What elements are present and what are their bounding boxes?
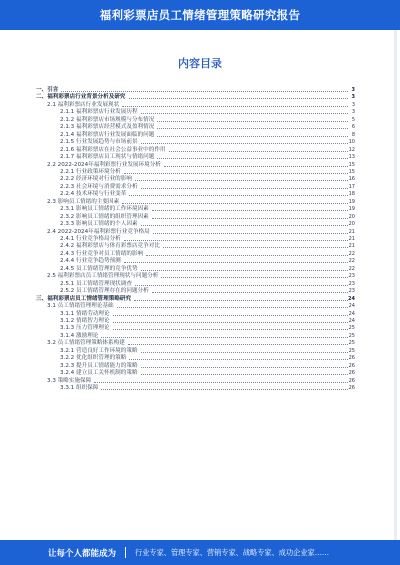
- toc-entry-label: 2.4.2 福利彩票店与体育彩票店竞争对比: [60, 243, 160, 250]
- toc-leader-dots: [169, 151, 348, 152]
- footer-slogan: 让每个人都能成为: [48, 548, 117, 559]
- toc-leader-dots: [101, 389, 348, 390]
- toc-entry-label: 2.1.2 福利彩票店市场规模与分布情况: [60, 116, 155, 123]
- toc-leader-dots: [113, 315, 348, 316]
- footer-tagline: 行业专家、管理专家、营销专家、战略专家、成功企业家……: [135, 547, 330, 557]
- toc-entry-label: 二、福利彩票店行业背景分析及研究: [36, 94, 126, 101]
- toc-entry-page: 21: [348, 228, 355, 235]
- toc-entry-page: 6: [351, 124, 355, 131]
- toc-entry-page: 12: [348, 146, 355, 153]
- toc-entry-label: 3.1.4 激励理论: [60, 332, 99, 339]
- toc-entry-page: 3: [351, 94, 355, 101]
- toc-entry-label: 2.2 2022-2024年福利彩票行业发展环境分析: [47, 161, 161, 168]
- toc-entry-page: 22: [348, 258, 355, 265]
- toc-leader-dots: [163, 247, 348, 248]
- toc-entry-label: 3.1.3 压力管理理论: [60, 325, 110, 332]
- toc-entry-label: 3.2 员工情绪管理策略体系构建: [47, 340, 125, 347]
- toc-entry-label: 2.2.4 技术环境与行业变革: [60, 191, 127, 198]
- toc-leader-dots: [152, 210, 348, 211]
- toc-leader-dots: [141, 113, 348, 114]
- toc-entry-label: 3.2.3 提升员工情绪能力的策略: [60, 362, 138, 369]
- toc-entry-label: 2.1.5 行业发展趋势与市场前景: [60, 139, 138, 146]
- toc-leader-dots: [124, 240, 348, 241]
- toc-leader-dots: [94, 382, 348, 383]
- toc-entry-page: 3: [351, 101, 355, 108]
- toc-leader-dots: [135, 285, 348, 286]
- toc-leader-dots: [117, 307, 348, 308]
- toc-entry-page: 20: [348, 213, 355, 220]
- toc-entry-page: 21: [348, 243, 355, 250]
- toc-leader-dots: [157, 136, 348, 137]
- toc-entry-page: 8: [351, 131, 355, 138]
- toc-leader-dots: [122, 203, 348, 204]
- toc-leader-dots: [146, 255, 348, 256]
- toc-entry-page: 22: [348, 250, 355, 257]
- toc-entry-label: 3.2.1 营造良好工作环境的策略: [60, 347, 138, 354]
- toc-entry-label: 2.2.1 行业政策环境分析: [60, 168, 121, 175]
- toc-leader-dots: [61, 91, 348, 92]
- toc-leader-dots: [164, 166, 348, 167]
- toc-entry-label: 3.1.2 情绪智力理论: [60, 317, 110, 324]
- toc-entry-label: 2.1.4 福利彩票店行业发展面临的问题: [60, 131, 155, 138]
- toc-entry-label: 3.3.1 组织保障: [60, 385, 99, 391]
- toc-leader-dots: [141, 143, 348, 144]
- toc-leader-dots: [129, 359, 348, 360]
- toc-entry-label: 2.4.5 员工情绪管理的竞争优势: [60, 265, 138, 272]
- toc-entry-page: 18: [348, 191, 355, 198]
- toc-entry-page: 26: [348, 370, 355, 377]
- toc-entry-page: 15: [348, 168, 355, 175]
- toc-entry-page: 24: [348, 317, 355, 324]
- toc-entry-page: 22: [348, 265, 355, 272]
- toc-entry-page: 3: [351, 109, 355, 116]
- toc-leader-dots: [157, 158, 348, 159]
- toc-entry-page: 26: [348, 362, 355, 369]
- toc-leader-dots: [129, 98, 348, 99]
- toc-leader-dots: [129, 195, 348, 196]
- toc-leader-dots: [141, 367, 348, 368]
- toc-entry-label: 2.5.1 员工情绪管理现状调查: [60, 280, 132, 287]
- toc-leader-dots: [113, 322, 348, 323]
- toc-entry-label: 2.1 福利彩票店行业发展现状: [47, 101, 120, 108]
- toc-leader-dots: [141, 374, 348, 375]
- toc-entry-label: 2.3.3 影响员工情绪的个人因素: [60, 221, 138, 228]
- toc-leader-dots: [141, 188, 348, 189]
- toc-entry-page: 16: [348, 176, 355, 183]
- toc-entry-label: 2.3.2 影响员工情绪的组织管理因素: [60, 213, 149, 220]
- toc-entry-label: 2.1.1 福利彩票店行业发展历程: [60, 109, 138, 116]
- toc-entry-page: 19: [348, 206, 355, 213]
- toc-entry-page: 3: [351, 87, 355, 93]
- toc-entry-page: 23: [348, 280, 355, 287]
- toc-entry-label: 3.1.1 情绪劳动理论: [60, 310, 110, 317]
- toc-entry-page: 25: [348, 332, 355, 339]
- toc-entry-label: 2.4.3 行业竞争对员工情绪的影响: [60, 250, 144, 257]
- toc-entry-page: 26: [348, 385, 355, 391]
- toc-leader-dots: [157, 121, 348, 122]
- toc-entry-page: 25: [348, 325, 355, 332]
- footer-bar: [0, 540, 400, 565]
- toc-leader-dots: [157, 128, 348, 129]
- toc-title: 内容目录: [178, 57, 222, 70]
- toc-entry-label: 2.2.3 社会环境与消费需求分析: [60, 183, 138, 190]
- toc-entry-page: 15: [348, 161, 355, 168]
- toc-entry-label: 2.3.1 影响员工情绪的工作环境因素: [60, 206, 149, 213]
- toc-entry-label: 2.2.2 经济环境对行业的影响: [60, 176, 132, 183]
- toc-entry-page: 20: [348, 221, 355, 228]
- toc-entry-page: 21: [348, 236, 355, 242]
- toc-entry-page: 17: [348, 183, 355, 190]
- report-header-bar: [0, 0, 400, 30]
- toc-entry-label: 2.4.1 行业竞争格局分析: [60, 236, 121, 242]
- toc-entry-label: 3.2.2 优化组织管理的策略: [60, 355, 127, 362]
- toc-leader-dots: [135, 180, 348, 181]
- toc-leader-dots: [128, 344, 348, 345]
- toc-entry-page: 24: [348, 295, 355, 302]
- toc-leader-dots: [113, 329, 348, 330]
- toc-entry-label: 2.5.2 员工情绪管理存在的问题分析: [60, 288, 149, 295]
- toc-leader-dots: [101, 337, 348, 338]
- toc-entry-label: 2.5 福利彩票店员工情绪管理现状与问题分析: [47, 273, 159, 280]
- toc-entry-page: 5: [351, 116, 355, 123]
- toc-entry-page: 26: [348, 377, 355, 384]
- toc-leader-dots: [141, 270, 348, 271]
- toc-entry-page: 13: [348, 154, 355, 161]
- toc-entry-label: 2.3 影响员工情绪的主要因素: [47, 198, 120, 205]
- toc-leader-dots: [141, 352, 348, 353]
- toc-entry-label: 3.3 策略实施保障: [47, 377, 92, 384]
- toc-entry-page: 24: [348, 303, 355, 310]
- toc-entry[interactable]: [0, 384, 400, 392]
- toc-entry-page: 25: [348, 347, 355, 354]
- toc-entry-label: 2.1.6 福利彩票店在社会公益事业中的作用: [60, 146, 166, 153]
- toc-entry-label: 3.2.4 建立员工关怀机制的策略: [60, 370, 138, 377]
- toc-entry-label: 2.1.7 福利彩票店员工现状与情绪问题: [60, 154, 155, 161]
- footer-divider: [125, 547, 126, 558]
- toc-entry-label: 一、引言: [36, 87, 59, 93]
- toc-entry-label: 2.4 2022-2024年福利彩票行业竞争格局: [47, 228, 150, 235]
- toc-leader-dots: [161, 277, 348, 278]
- toc-leader-dots: [124, 173, 348, 174]
- toc-leader-dots: [141, 225, 348, 226]
- toc-entry-label: 2.4.4 行业竞争趋势预测: [60, 258, 121, 265]
- toc-entry-page: 23: [348, 273, 355, 280]
- toc-entry-page: 10: [348, 139, 355, 146]
- toc-entry-page: 26: [348, 355, 355, 362]
- report-title: 福利彩票店员工情绪管理策略研究报告: [99, 8, 301, 22]
- toc-leader-dots: [134, 300, 348, 301]
- toc-entry-label: 2.1.3 福利彩票店经营模式及盈利情况: [60, 124, 155, 131]
- toc-entry-page: 24: [348, 310, 355, 317]
- toc-leader-dots: [152, 292, 348, 293]
- toc-leader-dots: [152, 218, 348, 219]
- toc-entry-label: 三、福利彩票店员工情绪管理策略研究: [36, 295, 132, 302]
- toc-entry-label: 3.1 员工情绪管理理论基础: [47, 303, 114, 310]
- toc-leader-dots: [122, 106, 348, 107]
- toc-entry-page: 23: [348, 288, 355, 295]
- toc-entry-page: 19: [348, 198, 355, 205]
- toc-leader-dots: [153, 233, 348, 234]
- toc-leader-dots: [124, 262, 348, 263]
- toc-entry-page: 25: [348, 340, 355, 347]
